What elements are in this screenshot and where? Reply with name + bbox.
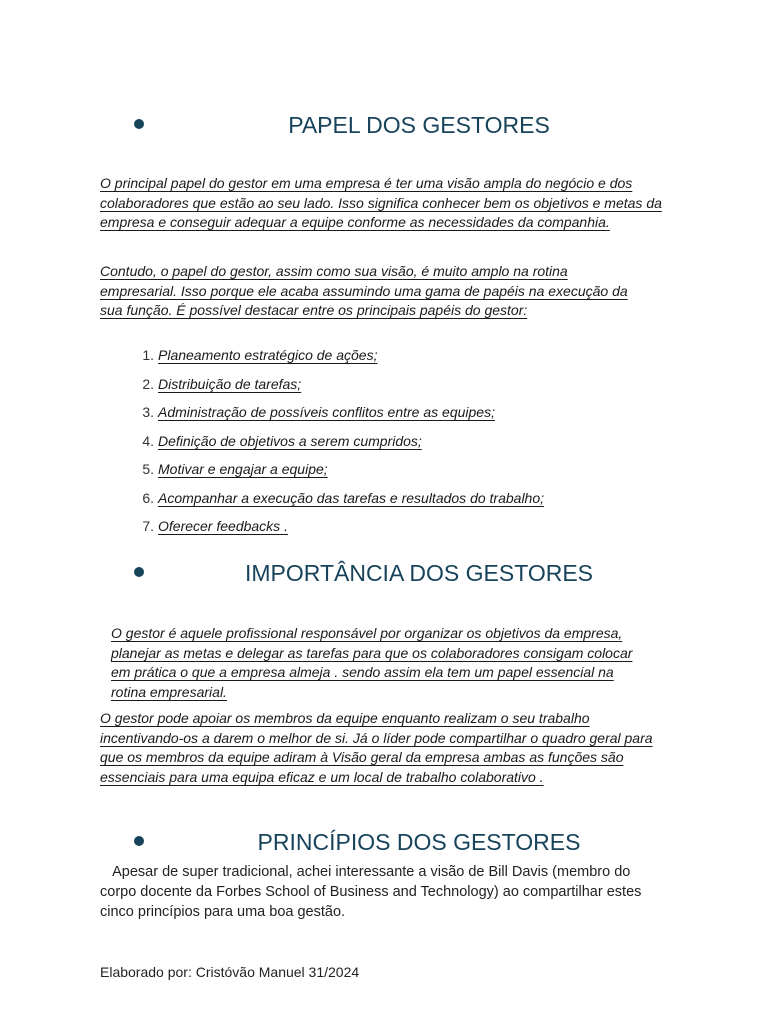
bullet-icon	[134, 119, 144, 129]
list-item	[118, 512, 678, 541]
list-number: 2.	[142, 375, 154, 392]
section-heading-importancia	[0, 553, 768, 593]
papel-list	[118, 341, 678, 541]
paragraph-text: O gestor é aquele profissional responsável por organizar os objetivos da empresa, planejar as metas e delegar as tarefas para que os colaboradores consigam colocar em prática o que a empresa almeja . sendo assim ela tem um papel essencial na rotina empresarial.	[111, 625, 633, 700]
list-number: 6.	[142, 489, 154, 506]
list-number: 3.	[142, 404, 154, 420]
list-number: 4.	[142, 432, 154, 449]
list-text: Acompanhar a execução das tarefas e resultados do trabalho;	[158, 489, 545, 506]
list-number: 5.	[142, 461, 154, 477]
importancia-paragraph-1	[111, 624, 651, 702]
section-heading-papel	[0, 105, 768, 145]
paragraph-text: O gestor pode apoiar os membros da equipe enquanto realizam o seu trabalho incentivando-os a darem o melhor de si. Já o líder pode compartilhar o quadro geral para que os membros da equipe adiram à Visão geral da empresa ambas as funções são essenciais para uma equipa eficaz e um local de trabalho colaborativo .	[100, 710, 653, 785]
list-item	[118, 455, 678, 484]
list-number: 1.	[142, 347, 154, 363]
paragraph-text: O principal papel do gestor em uma empresa é ter uma visão ampla do negócio e dos colaboradores que estão ao seu lado. Isso significa conhecer bem os objetivos e metas da empresa e conseguir adequar a equipe conforme as necessidades da companhia.	[100, 175, 662, 230]
list-text: Administração de possíveis conflitos entre as equipes;	[158, 404, 495, 420]
list-item	[118, 484, 678, 513]
principios-paragraph: Apesar de super tradicional, achei interessante a visão de Bill Davis (membro do corpo docente da Forbes School of Business and Technology) ao compartilhar estes cinco princípios para uma boa gestão.	[100, 864, 646, 920]
list-text: Oferecer feedbacks .	[158, 518, 288, 534]
list-text: Distribuição de tarefas;	[158, 375, 302, 392]
importancia-paragraph-2	[100, 709, 660, 787]
bullet-icon	[134, 567, 144, 577]
list-item	[118, 370, 678, 399]
list-item	[118, 427, 678, 456]
section-title: IMPORTÂNCIA DOS GESTORES	[244, 560, 594, 586]
footer-author: Elaborado por: Cristóvão Manuel 31/2024	[100, 964, 360, 980]
section-title: PRINCÍPIOS DOS GESTORES	[257, 829, 581, 855]
papel-paragraph-2	[100, 262, 640, 321]
list-number: 7.	[142, 518, 154, 534]
paragraph-text: Contudo, o papel do gestor, assim como sua visão, é muito amplo na rotina empresarial. Isso porque ele acaba assumindo uma gama de papéis na execução da sua função. É possível destacar entre os principais papéis do gestor:	[100, 263, 628, 318]
list-item	[118, 341, 678, 370]
papel-paragraph-1	[100, 174, 665, 233]
list-text: Motivar e engajar a equipe;	[158, 461, 328, 477]
section-heading-principios	[0, 822, 768, 862]
bullet-icon	[134, 836, 144, 846]
section-title: PAPEL DOS GESTORES	[288, 112, 550, 138]
list-text: Planeamento estratégico de ações;	[158, 347, 378, 363]
list-item	[118, 398, 678, 427]
list-text: Definição de objetivos a serem cumpridos;	[158, 432, 422, 449]
